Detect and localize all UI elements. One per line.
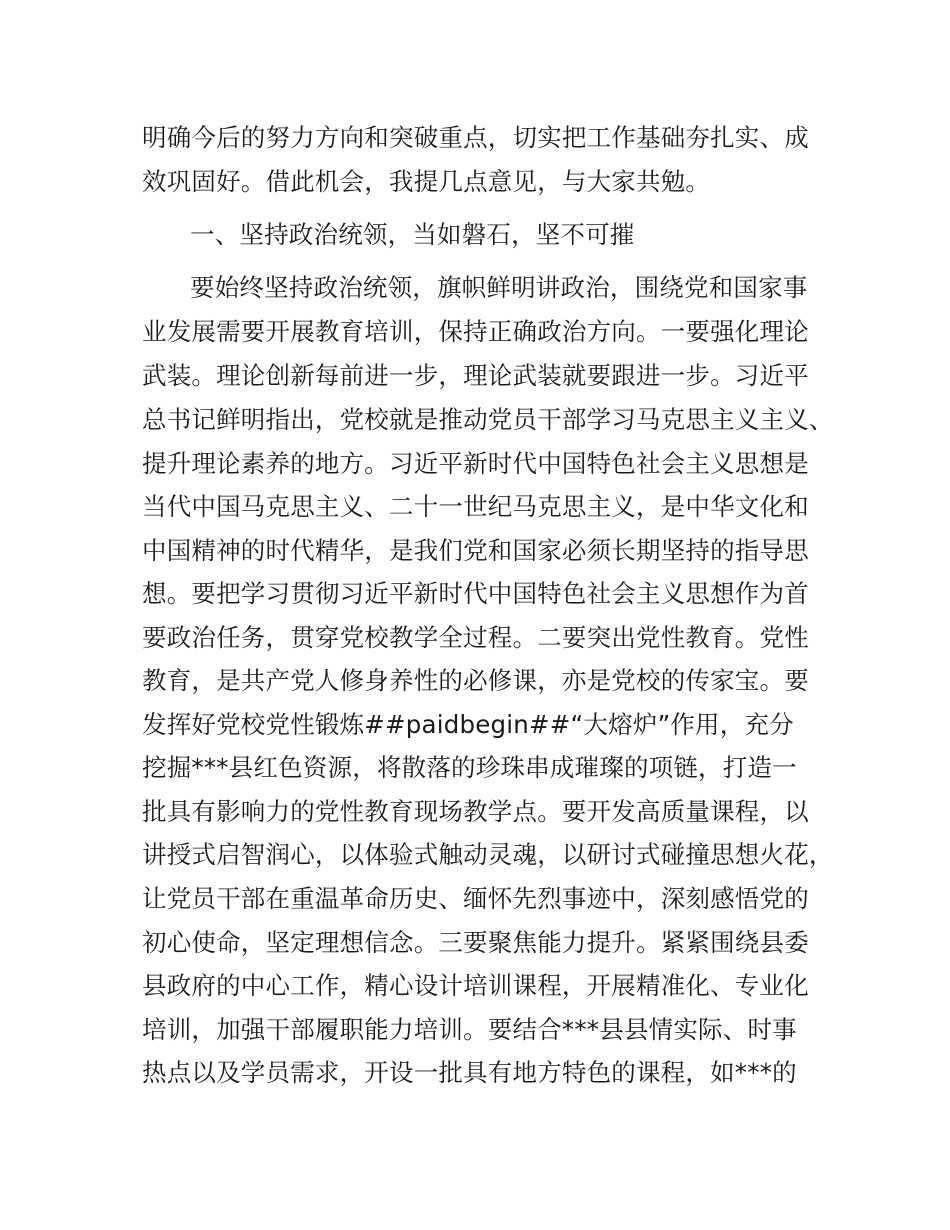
- text-line: 初心使命，坚定理想信念。三要聚焦能力提升。紧紧围绕县委: [142, 928, 809, 957]
- text-line: 批具有影响力的党性教育现场教学点。要开发高质量课程，以: [142, 797, 809, 826]
- text-line: 挖掘***县红色资源，将散落的珍珠串成璀璨的项链，打造一: [142, 753, 797, 782]
- text-line: 效巩固好。借此机会，我提几点意见，与大家共勉。: [142, 167, 711, 196]
- text-line: 要政治任务，贯穿党校教学全过程。二要突出党性教育。党性: [142, 623, 809, 652]
- text-line: 武装。理论创新每前进一步，理论武装就要跟进一步。习近平: [142, 361, 809, 390]
- text-line: 县政府的中心工作，精心设计培训课程，开展精准化、专业化: [142, 971, 809, 1000]
- text-line: 业发展需要开展教育培训，保持正确政治方向。一要强化理论: [142, 317, 809, 346]
- text-line: 发挥好党校党性锻炼##paidbegin##“大熔炉”作用，充分: [142, 710, 794, 739]
- text-line: 总书记鲜明指出，党校就是推动党员干部学习马克思主义主义、: [142, 405, 834, 434]
- text-line: 明确今后的努力方向和突破重点，切实把工作基础夯扎实、成: [142, 123, 809, 152]
- text-line: 提升理论素养的地方。习近平新时代中国特色社会主义思想是: [142, 449, 809, 478]
- text-line: 让党员干部在重温革命历史、缅怀先烈事迹中，深刻感悟党的: [142, 884, 809, 913]
- text-line: 要始终坚持政治统领，旗帜鲜明讲政治，围绕党和国家事: [190, 273, 808, 302]
- text-line: 讲授式启智润心，以体验式触动灵魂，以研讨式碰撞思想火花，: [142, 840, 834, 869]
- section-heading: 一、坚持政治统领，当如磐石，坚不可摧: [190, 220, 635, 249]
- text-line: 中国精神的时代精华，是我们党和国家必须长期坚持的指导思: [142, 536, 809, 565]
- text-line: 想。要把学习贯彻习近平新时代中国特色社会主义思想作为首: [142, 579, 809, 608]
- text-line: 培训，加强干部履职能力培训。要结合***县县情实际、时事: [142, 1015, 797, 1044]
- text-line: 教育，是共产党人修身养性的必修课，亦是党校的传家宝。要: [142, 666, 809, 695]
- text-line: 热点以及学员需求，开设一批具有地方特色的课程，如***的: [142, 1058, 797, 1087]
- text-line: 当代中国马克思主义、二十一世纪马克思主义，是中华文化和: [142, 492, 809, 521]
